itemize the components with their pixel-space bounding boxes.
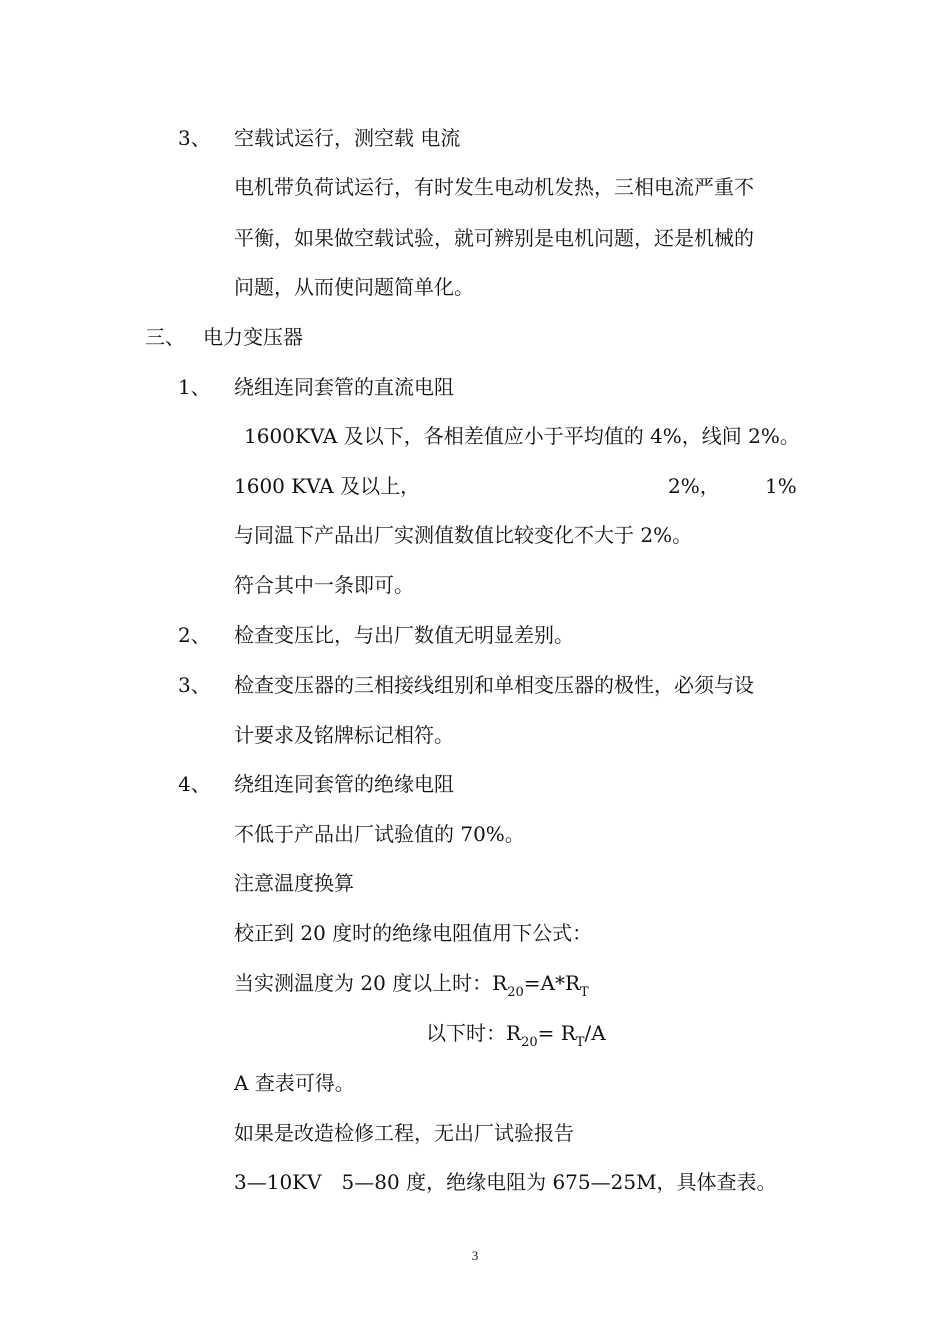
paragraph-line: 校正到 20 度时的绝缘电阻值用下公式： bbox=[234, 921, 593, 945]
paragraph-line: 问题，从而使问题简单化。 bbox=[234, 275, 474, 299]
section-number: 三、 bbox=[145, 325, 185, 349]
item-heading: 绕组连同套管的直流电阻 bbox=[234, 375, 454, 399]
paragraph-line: 符合其中一条即可。 bbox=[234, 573, 414, 597]
paragraph-line: 1600KVA 及以下，各相差值应小于平均值的 4%，线间 2%。 bbox=[244, 424, 800, 448]
formula-r: R bbox=[492, 971, 508, 995]
formula-r: R bbox=[506, 1021, 522, 1045]
paragraph-line: A 查表可得。 bbox=[234, 1071, 355, 1095]
page-number: 3 bbox=[471, 1248, 479, 1263]
paragraph-line: 3—10KV 5—80 度，绝缘电阻为 675—25M，具体查表。 bbox=[234, 1170, 777, 1194]
item-number: 1、 bbox=[178, 375, 211, 399]
item-number: 2、 bbox=[178, 623, 211, 647]
item-number: 3、 bbox=[178, 126, 211, 150]
item-heading: 空载试运行，测空载 电流 bbox=[234, 126, 461, 150]
paragraph-line: 不低于产品出厂试验值的 70%。 bbox=[234, 822, 525, 846]
value-text: 1% bbox=[765, 474, 797, 498]
formula-subscript-20: 20 bbox=[521, 1035, 538, 1050]
item-heading: 检查变压器的三相接线组别和单相变压器的极性，必须与设 bbox=[234, 673, 754, 697]
formula-subscript-t: T bbox=[575, 1035, 585, 1050]
paragraph-line: 注意温度换算 bbox=[234, 871, 354, 895]
paragraph-line: 与同温下产品出厂实测值数值比较变化不大于 2%。 bbox=[234, 523, 693, 547]
section-heading: 电力变压器 bbox=[203, 325, 303, 349]
paragraph-line: 1600 KVA 及以上， bbox=[234, 474, 421, 498]
paragraph-line: 计要求及铭牌标记相符。 bbox=[234, 723, 454, 747]
formula-line-below bbox=[426, 1021, 606, 1050]
formula-subscript-t: T bbox=[580, 985, 589, 1000]
item-heading: 绕组连同套管的绝缘电阻 bbox=[234, 772, 454, 796]
formula-prefix: 当实测温度为 20 度以上时： bbox=[234, 971, 493, 995]
formula-prefix: 以下时： bbox=[426, 1021, 506, 1045]
paragraph-line: 平衡，如果做空载试验，就可辨别是电机问题，还是机械的 bbox=[234, 226, 754, 250]
formula-mid: = R bbox=[537, 1021, 576, 1045]
paragraph-line: 电机带负荷试运行，有时发生电动机发热，三相电流严重不 bbox=[234, 175, 754, 199]
formula-mid: =A*R bbox=[523, 971, 581, 995]
item-number: 4、 bbox=[178, 772, 211, 796]
item-heading: 检查变压比，与出厂数值无明显差别。 bbox=[234, 623, 574, 647]
formula-subscript-20: 20 bbox=[507, 985, 524, 1000]
paragraph-line: 如果是改造检修工程，无出厂试验报告 bbox=[234, 1121, 574, 1145]
formula-tail: /A bbox=[584, 1021, 606, 1045]
formula-line-above bbox=[234, 971, 589, 1000]
item-number: 3、 bbox=[178, 673, 211, 697]
value-text: 2%， bbox=[668, 474, 720, 498]
